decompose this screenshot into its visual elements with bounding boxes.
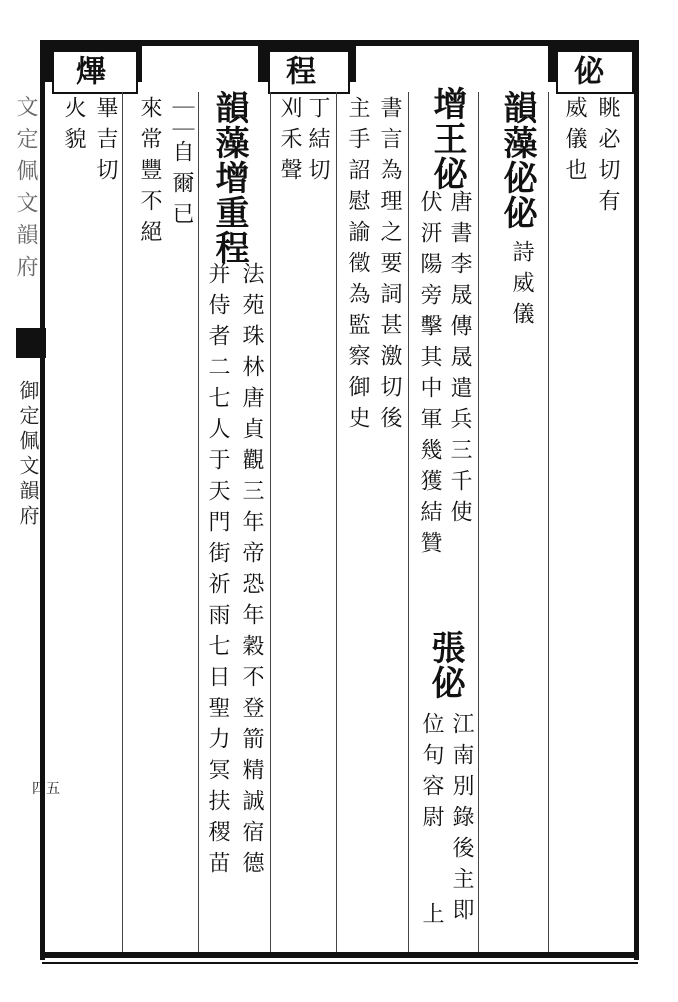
margin-fish-tail bbox=[16, 328, 46, 358]
page-border-right bbox=[634, 40, 639, 960]
annotation-line: 威儀也 bbox=[562, 96, 587, 189]
entry-heading: 熚 bbox=[70, 55, 105, 85]
annotation-line: 畢吉切 bbox=[93, 96, 118, 189]
annotation-line: 主手詔慰諭徵為監察御史 bbox=[345, 96, 370, 437]
repeat-mark: ｜｜ bbox=[169, 96, 194, 140]
annotation-tail: 上 bbox=[419, 902, 444, 933]
entry-heading: 增王佖 bbox=[427, 86, 467, 191]
entry-heading: 韻藻佖佖 bbox=[497, 90, 537, 230]
entry-heading: 程 bbox=[280, 55, 315, 85]
annotation-line: ｜｜自爾已 bbox=[169, 96, 194, 233]
column-rule bbox=[478, 92, 479, 952]
column-rule bbox=[122, 92, 123, 952]
column-rule bbox=[408, 92, 409, 952]
entry-heading: 佖 bbox=[568, 55, 603, 85]
annotation-line: 并侍者二七人于天門街祈雨七日聖力冥扶稷苗 bbox=[205, 262, 230, 882]
annotation-line: 位句容尉 bbox=[419, 712, 444, 836]
annotation-line: 來常豐不絕 bbox=[137, 96, 162, 251]
page-border-left bbox=[40, 40, 45, 960]
margin-book-title: 御定佩文韻府 bbox=[16, 380, 40, 530]
column-rule bbox=[198, 92, 199, 952]
annotation-line: 江南別錄後主即 bbox=[449, 712, 474, 929]
page-number: 四五 bbox=[32, 781, 60, 797]
column-rule bbox=[270, 92, 271, 952]
annotation-line: 法苑珠林唐貞觀三年帝恐年穀不登箭精誠宿德 bbox=[239, 262, 264, 882]
annotation-line: 火貌 bbox=[61, 96, 86, 158]
margin-faded-title: 文定佩文韻府 bbox=[13, 95, 38, 287]
column-rule bbox=[548, 92, 549, 952]
annotation-line: 書言為理之要詞甚激切後 bbox=[377, 96, 402, 437]
annotation-line: 眺必切有 bbox=[595, 96, 620, 220]
page-border-bottom bbox=[42, 952, 638, 958]
entry-heading: 張佖 bbox=[425, 630, 465, 700]
annotation-line: 伏汧陽旁擊其中軍幾獲結贊 bbox=[417, 190, 442, 562]
entry-heading: 韻藻增重程 bbox=[209, 90, 249, 265]
annotation-line: 詩威儀 bbox=[509, 240, 534, 333]
page-border-bottom-inner bbox=[42, 962, 638, 964]
annotation-line: 刈禾聲 bbox=[277, 96, 302, 189]
column-rule bbox=[336, 92, 337, 952]
annotation-line: 唐書李晟傳晟遣兵三千使 bbox=[447, 190, 472, 531]
annotation-line: 丁結切 bbox=[305, 96, 330, 189]
